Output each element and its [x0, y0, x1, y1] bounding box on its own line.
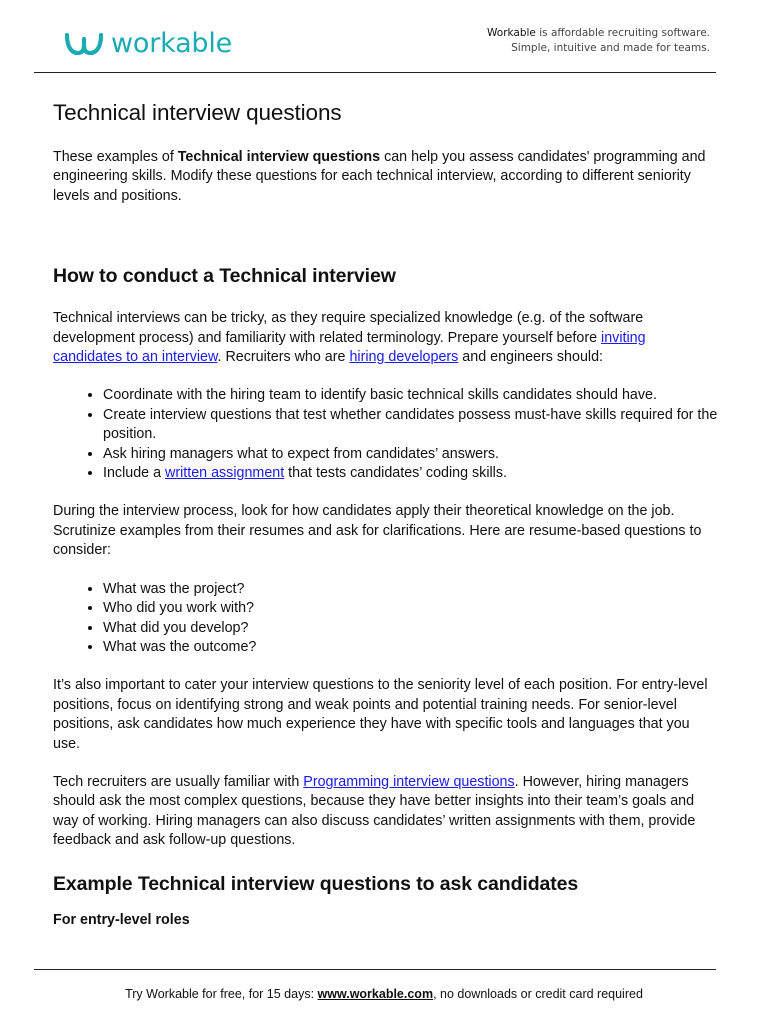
section-heading-example-questions: Example Technical interview questions to ask candidates	[53, 872, 579, 895]
intro-paragraph: These examples of Technical interview questions can help you assess candidates' programming and engineering skills. Modify these questions for each technical interview, according to different seniority levels and positions.	[53, 149, 706, 204]
link-hiring-developers[interactable]: hiring developers	[349, 349, 459, 366]
resume-questions-list	[53, 580, 718, 658]
list-item: • Include a written assignment that tests candidates’ coding skills.	[103, 464, 718, 483]
list-item: • What was the project?	[103, 580, 718, 599]
list-item: • What did you develop?	[103, 619, 718, 638]
paragraph-tricky: Technical interviews can be tricky, as they require specialized knowledge (e.g. of the software development process) and familiarity with related terminology. Prepare yourself before inviting candidates to an interview. Recruiters who are hiring developers and engineers should:	[53, 310, 646, 366]
footer-workable-link[interactable]: www.workable.com	[317, 987, 434, 1001]
recruiter-checklist	[53, 386, 718, 483]
paragraph-seniority: It’s also important to cater your interview questions to the seniority level of each position. For entry-level positions, focus on identifying strong and weak points and potential training needs. For senior-level positions, ask candidates how much experience they have with specific tools and languages that you use.	[53, 677, 708, 752]
page-title: Technical interview questions	[53, 100, 342, 125]
paragraph-tech-recruiters: Tech recruiters are usually familiar with Programming interview questions. However, hiring managers should ask the most complex questions, because they have better insights into their team’s goals and way of working. Hiring managers can also discuss candidates’ written assignments with them, provide feedback and ask follow-up questions.	[53, 773, 696, 849]
tagline-brand: Workable	[487, 27, 536, 39]
list-item: • Create interview questions that test whether candidates possess must-have skills required for the position.	[103, 406, 718, 445]
link-programming-interview-questions[interactable]: Programming interview questions	[303, 773, 515, 790]
document-body	[53, 98, 718, 930]
list-item: • Ask hiring managers what to expect from candidates’ answers.	[103, 445, 718, 464]
paragraph-interview-process: During the interview process, look for how candidates apply their theoretical knowledge on the job. Scrutinize examples from their resumes and ask for clarifications. Here are resume-based questions to consider:	[53, 503, 702, 559]
header-divider	[34, 72, 716, 73]
header-tagline	[487, 26, 710, 56]
workable-logo-icon	[64, 31, 104, 57]
page-header	[0, 0, 768, 74]
page-footer: Try Workable for free, for 15 days: www.workable.com, no downloads or credit card required	[125, 987, 643, 1001]
section-heading-how-to-conduct: How to conduct a Technical interview	[53, 265, 396, 288]
logo-wordmark: workable	[111, 28, 233, 59]
subheading-entry-level: For entry-level roles	[53, 911, 190, 928]
list-item: • Coordinate with the hiring team to identify basic technical skills candidates should have.	[103, 386, 718, 405]
list-item: • Who did you work with?	[103, 599, 718, 618]
footer-divider	[34, 969, 716, 970]
tagline-line2: Simple, intuitive and made for teams.	[511, 42, 710, 54]
intro-bold-term: Technical interview questions	[177, 149, 381, 165]
tagline-line1: is affordable recruiting software.	[535, 27, 710, 39]
link-written-assignment[interactable]: written assignment	[165, 465, 285, 482]
list-item: • What was the outcome?	[103, 638, 718, 657]
link-inviting-candidates[interactable]: inviting candidates to an interview	[53, 329, 646, 366]
workable-logo[interactable]	[64, 27, 232, 61]
